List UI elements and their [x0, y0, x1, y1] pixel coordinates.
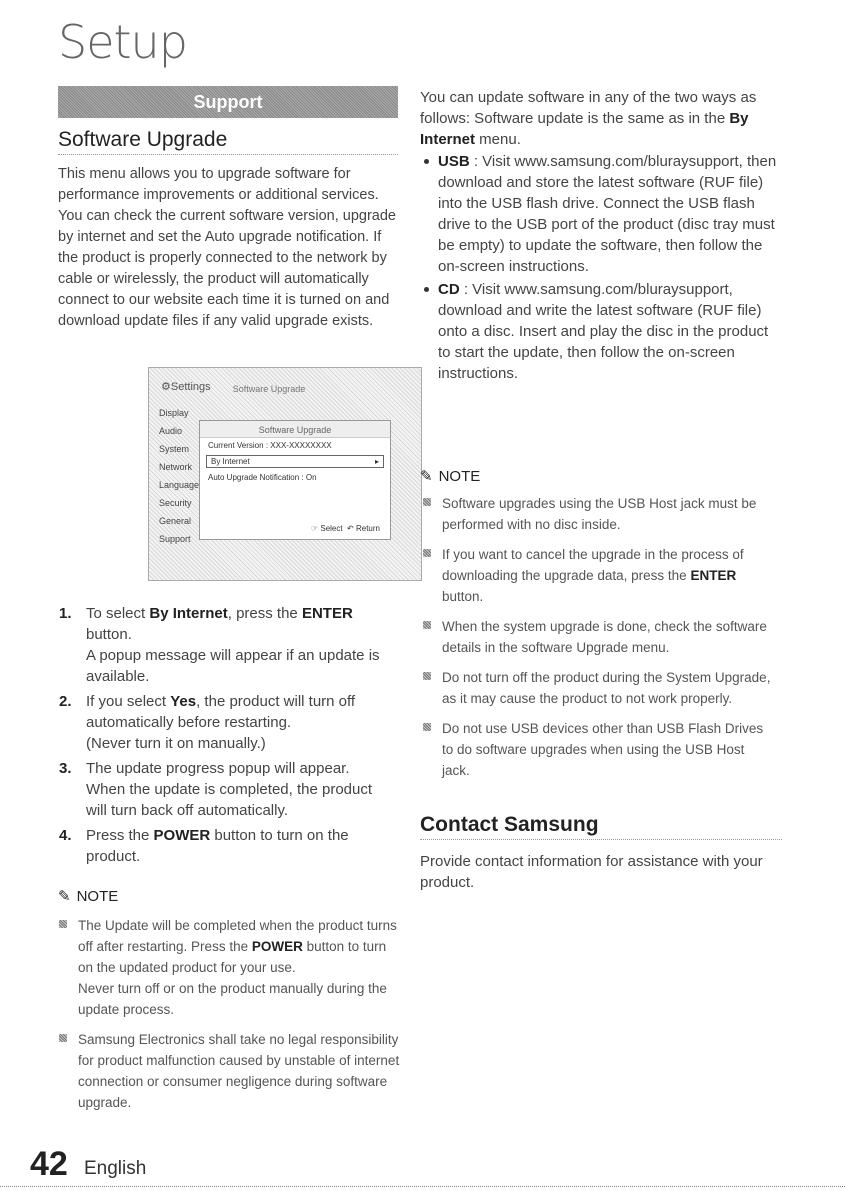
auto-upgrade-row: Auto Upgrade Notification : On: [208, 473, 317, 482]
settings-menu: [159, 404, 199, 548]
list-item: Do not turn off the product during the System Upgrade, as it may cause the product to not work properly.: [420, 667, 772, 709]
notes-right: [420, 493, 772, 790]
section-band: Support: [58, 86, 398, 118]
note-heading-left: ✎ NOTE: [58, 887, 119, 905]
list-item: Do not use USB devices other than USB Flash Drives to do software upgrades when using the USB Host jack.: [420, 718, 772, 781]
bullet-icon: [423, 672, 431, 680]
footer-rule: [0, 1186, 845, 1187]
chapter-title: Setup: [58, 15, 187, 69]
gear-icon: ⚙: [161, 381, 171, 393]
menu-item: Network: [159, 462, 193, 472]
settings-strip: Software Upgrade: [232, 384, 306, 394]
list-item: 3. The update progress popup will appear. When the update is completed, the product will turn back off automatically.: [59, 760, 373, 819]
page-number: 42: [30, 1145, 68, 1183]
pencil-icon: ✎: [58, 888, 71, 905]
list-item: 4. Press the POWER button to turn on the product.: [59, 827, 349, 865]
menu-item: General: [159, 516, 192, 526]
list-item: The Update will be completed when the product turns off after restarting. Press the POWER button to turn on the updated product for your use. Never turn off or on the product manually during the update process.: [56, 915, 402, 1020]
popup-footer: ☞ Select ↶ Return: [310, 524, 380, 533]
bullet-icon: [423, 723, 431, 731]
software-upgrade-popup: [199, 420, 391, 540]
bullet-icon: [424, 159, 429, 164]
list-item: 1. To select By Internet, press the ENTER button. A popup message will appear if an update is available.: [59, 605, 380, 685]
menu-item: Audio: [159, 426, 183, 436]
bullet-icon: [424, 287, 429, 292]
pencil-icon: ✎: [420, 468, 433, 485]
menu-item: Support: [159, 534, 191, 544]
menu-item: Security: [159, 498, 192, 508]
update-methods: [420, 151, 782, 386]
popup-title: Software Upgrade: [200, 421, 390, 438]
software-upgrade-heading: Software Upgrade: [58, 128, 398, 155]
bullet-icon: [423, 498, 431, 506]
bullet-icon: [423, 621, 431, 629]
update-ways-intro: You can update software in any of the two ways as follows: Software update is the same as in the By Internet menu.: [420, 89, 757, 148]
list-item: When the system upgrade is done, check the software details in the software Upgrade menu.: [420, 616, 772, 658]
list-item: If you want to cancel the upgrade in the process of downloading the upgrade data, press the ENTER button.: [420, 544, 772, 607]
list-item: Samsung Electronics shall take no legal responsibility for product malfunction caused by unstable of internet connection or consumer negligence during software upgrade.: [56, 1029, 402, 1113]
settings-screenshot: [148, 367, 422, 581]
current-version-row: Current Version : XXX-XXXXXXXX: [208, 441, 332, 450]
chevron-right-icon: ▸: [374, 457, 379, 466]
bullet-icon: [423, 549, 431, 557]
menu-item: Language: [159, 480, 200, 490]
settings-title: ⚙Settings: [161, 381, 211, 393]
contact-samsung-text: Provide contact information for assistance with your product.: [420, 853, 763, 891]
notes-left: [56, 915, 402, 1122]
bullet-icon: [59, 920, 67, 928]
software-upgrade-intro: This menu allows you to upgrade software for performance improvements or additional services. You can check the current software version, upgrade by internet and set the Auto upgrade notification. If the product is properly connected to the network by cable or wirelessly, the product will automatically connect to our website each time it is turned on and download update files if any valid upgrade exists.: [58, 166, 396, 329]
bullet-icon: [59, 1034, 67, 1042]
steps-list: [59, 603, 396, 871]
return-icon: ↶: [347, 524, 354, 533]
by-internet-option[interactable]: By Internet ▸: [206, 455, 384, 468]
select-icon: ☞: [310, 524, 319, 533]
list-item: USB : Visit www.samsung.com/bluraysupport, then download and store the latest software (RUF file) into the USB flash drive. Connect the USB flash drive to the USB port of the product (disc tray must be empty) to update the software, then follow the on-screen instructions.: [420, 151, 782, 277]
list-item: 2. If you select Yes, the product will turn off automatically before restarting. (Never turn it on manually.): [59, 693, 356, 752]
page-language: English: [84, 1158, 147, 1179]
contact-samsung-heading: Contact Samsung: [420, 813, 782, 840]
menu-item: System: [159, 444, 190, 454]
menu-item: Display: [159, 408, 189, 418]
list-item: Software upgrades using the USB Host jack must be performed with no disc inside.: [420, 493, 772, 535]
list-item: CD : Visit www.samsung.com/bluraysupport, download and write the latest software (RUF file) onto a disc. Insert and play the disc in the product to start the update, then follow the on-screen instructions.: [420, 279, 782, 384]
note-heading-right: ✎ NOTE: [420, 467, 481, 485]
